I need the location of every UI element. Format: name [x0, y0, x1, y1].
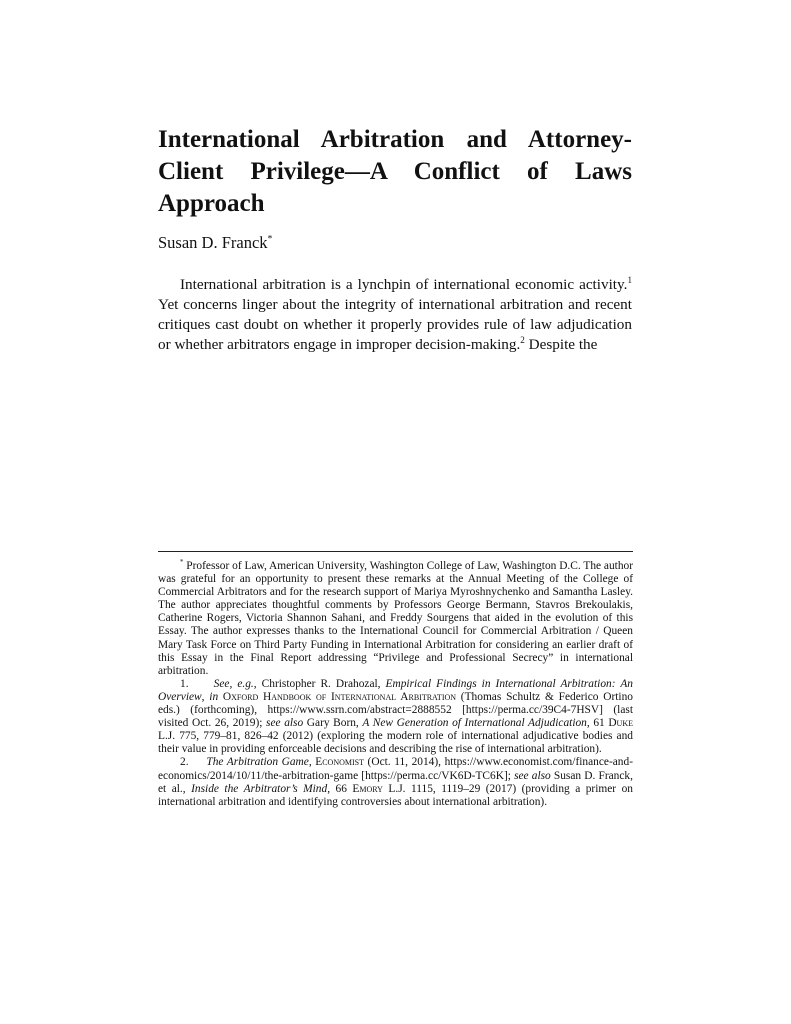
author-name: Susan D. Franck	[158, 233, 268, 252]
footnote-1	[158, 678, 633, 757]
footnote-1-text-g: 775, 779–81, 826–42 (2012) (exploring the modern role of international adjudicative bodies and their value in providing enforceable decisions and describing the rise of international arbitration).	[158, 730, 633, 756]
author-line	[158, 233, 272, 253]
footnote-divider	[158, 551, 633, 552]
footnote-2-text-a: ,	[308, 756, 316, 769]
footnote-star-mark: *	[180, 559, 184, 567]
body-sentence-3: Despite the	[524, 336, 598, 353]
footnotes	[158, 560, 633, 809]
footnote-1-article: A New Generation of International Adjudication	[362, 717, 587, 730]
body-sentence-2: Yet concerns linger about the integrity of international arbitration and recent critiques cast doubt on whether it properly provides rule of law adjudication or whether arbitrators engage in improper decision-making.	[158, 296, 632, 353]
footnote-ref-2: 2	[520, 334, 525, 345]
footnote-2-title: The Arbitration Game	[206, 756, 309, 769]
article-title: International Arbitration and Attorney-Client Privilege—A Conflict of Laws Approach	[158, 126, 632, 217]
body-paragraph	[158, 275, 632, 355]
footnote-2	[158, 756, 633, 808]
footnote-1-journal: Duke L.J.	[158, 717, 633, 743]
footnote-1-in: in	[209, 690, 219, 703]
footnote-2-journal: Emory L.J.	[352, 782, 406, 795]
footnote-1-text-b: ,	[201, 690, 210, 703]
footnote-2-text-c: Susan D. Franck, et al.,	[158, 769, 633, 795]
footnote-ref-1: 1	[627, 274, 632, 285]
footnote-star-text: Professor of Law, American University, Washington College of Law, Washington D.C. The author was grateful for an opportunity to present these remarks at the Annual Meeting of the College of Commercial Arbitrators and for the research support of Mariya Myroshnychenko and Samantha Lasley. The author appreciates thoughtful comments by Professors George Bermann, Stavros Brekoulakis, Catherine Rogers, Victoria Shannon Sahani, and Freddy Sourgens that aided in the evolution of this Essay. The author expresses thanks to the International Council for Commercial Arbitration / Queen Mary Task Force on Third Party Funding in International Arbitration for considering an earlier draft of this Essay in the Final Report addressing “Privilege and Professional Secrecy” in international arbitration.	[158, 560, 634, 677]
footnote-star	[158, 560, 633, 678]
footnote-2-article: Inside the Arbitrator’s Mind	[191, 782, 328, 795]
footnote-1-text-e: Gary Born,	[303, 717, 363, 730]
footnote-1-signal: See, e.g.	[213, 677, 254, 690]
author-footnote-mark: *	[267, 233, 273, 245]
footnote-1-see-also: see also	[266, 717, 304, 730]
footnote-2-text-b: (Oct. 11, 2014), https://www.economist.com/finance-and-economics/2014/10/11/the-arbitration-game [https://perma.cc/VK6D-TC6K];	[158, 756, 633, 782]
footnote-2-text-d: , 66	[327, 782, 353, 795]
footnote-1-title: Empirical Findings in International Arbitration: An Overview	[158, 677, 633, 703]
footnote-1-text-f: , 61	[586, 717, 609, 730]
footnote-2-text-e: 1115, 1119–29 (2017) (providing a primer on international arbitration and identifying controversies about international arbitration).	[158, 782, 633, 808]
footnote-1-text-a: , Christopher R. Drahozal,	[253, 677, 386, 690]
footnote-1-text-d: (Thomas Schultz & Federico Ortino eds.) (forthcoming), https://www.ssrn.com/abstract=2888552 [https://perma.cc/39C4-7HSV] (last visited Oct. 26, 2019);	[158, 690, 633, 730]
footnote-2-number: 2.	[180, 756, 189, 769]
footnote-1-book: Oxford Handbook of International Arbitration	[222, 690, 457, 703]
body-sentence-1: International arbitration is a lynchpin of international economic activity.	[180, 276, 628, 293]
footnote-2-publication: Economist	[315, 756, 364, 769]
footnote-1-number: 1.	[180, 677, 189, 690]
footnote-2-see-also: see also	[514, 769, 551, 782]
